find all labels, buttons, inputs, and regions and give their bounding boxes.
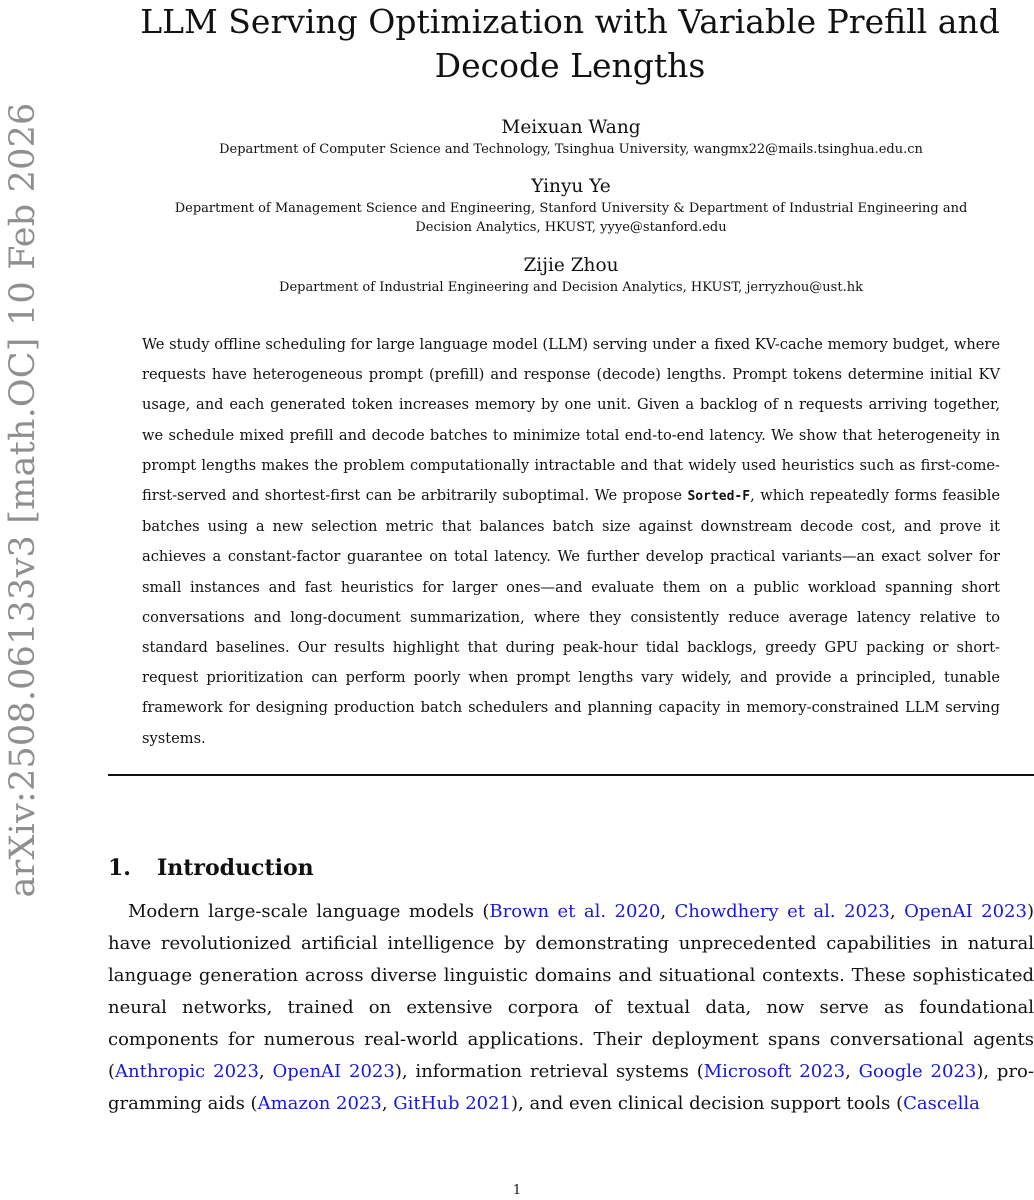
citation-separator: , [258,1061,273,1082]
arxiv-identifier-text: arXiv:2508.06133v3 [math.OC] 10 Feb 2026 [3,102,43,898]
intro-text: ), and even clinical decision support tools ( [511,1093,904,1114]
author-affiliation-line-2: Decision Analytics, HKUST, yyye@stanford.edu [415,220,727,235]
citation-link[interactable]: OpenAI 2023 [272,1061,395,1082]
citation-link[interactable]: Amazon 2023 [257,1093,382,1114]
section-title: Introduction [156,855,314,881]
author-affiliation: Department of Management Science and Engineering, Stanford University & Department of Industrial Engineering and [174,201,968,216]
paper-title [100,0,1034,88]
abstract [142,330,1000,754]
citation-link[interactable]: Cascella [903,1093,980,1114]
author-affiliation: Department of Industrial Engineering and Decision Analytics, HKUST, jerryzhou@ust.hk [279,280,863,295]
citation-link[interactable]: Google 2023 [858,1061,977,1082]
author-affiliation: Department of Computer Science and Technology, Tsinghua University, wangmx22@mails.tsinghua.edu.cn [219,142,923,157]
intro-text: ) have revolutionized artificial intelligence by demonstrating unprecedented capabilities in natural language generation across diverse linguistic domains and situational contexts. These sophisticated neural networks, trained on extensive corpora of textual data, now serve as foundational components for numerous real-world applications. Their deployment spans conversational agents ( [108,901,1034,1082]
introduction-paragraph [108,896,1034,1120]
citation-link[interactable]: Anthropic 2023 [115,1061,259,1082]
intro-text: Modern large-scale language models ( [128,901,490,922]
title-line-2: Decode Lengths [434,46,706,85]
abstract-text-part-1: We study offline scheduling for large language model (LLM) serving under a fixed KV-cache memory budget, where requests have heterogeneous prompt (prefill) and response (decode) lengths. Prompt tokens determine initial KV usage, and each generated token increases memory by one unit. Given a backlog of n requests arriving together, we schedule mixed prefill and decode batches to minimize total end-to-end latency. We show that heterogeneity in prompt lengths makes the problem computationally intractable and that widely used heuristics such as first-come-first-served and shortest-first can be arbitrarily suboptimal. We propose [142,336,1000,505]
citation-separator: , [660,901,675,922]
citation-separator: , [381,1093,394,1114]
citation-link[interactable]: Chowdhery et al. 2023 [674,901,890,922]
abstract-divider [108,774,1034,776]
abstract-text-part-2: , which repeatedly forms feasible batches using a new selection metric that balances batch size against downstream decode cost, and prove it achieves a constant-factor guarantee on total latency. We further develop practical variants—an exact solver for small instances and fast heuristics for larger ones—and evaluate them on a public workload spanning short conversations and long-document summarization, where they consistently reduce average latency relative to standard baselines. Our results highlight that during peak-hour tidal backlogs, greedy GPU packing or short-request prioritization can perform poorly when prompt lengths vary widely, and provide a principled, tunable framework for designing production batch schedulers and planning capacity in memory-constrained LLM serving systems. [142,487,1000,747]
section-number: 1. [108,855,131,881]
title-line-1: LLM Serving Optimization with Variable Prefill and [140,2,1000,41]
author-name: Meixuan Wang [501,117,641,138]
citation-link[interactable]: GitHub 2021 [393,1093,512,1114]
author-block-2 [108,175,1034,237]
author-block-1 [108,116,1034,159]
citation-link[interactable]: OpenAI 2023 [904,901,1027,922]
intro-text: ), programming aids ( [108,1061,1034,1114]
author-block-3 [108,254,1034,297]
arxiv-identifier-stamp [0,0,46,900]
algorithm-name: Sorted-F [687,489,751,505]
citation-separator: , [889,901,905,922]
citation-link[interactable]: Microsoft 2023 [703,1061,846,1082]
author-name: Yinyu Ye [531,176,611,197]
citation-link[interactable]: Brown et al. 2020 [489,901,661,922]
author-name: Zijie Zhou [523,255,619,276]
citation-separator: , [845,1061,859,1082]
section-heading [108,852,314,884]
intro-text: ), information retrieval systems ( [394,1061,704,1082]
page-number: 1 [512,1183,522,1198]
